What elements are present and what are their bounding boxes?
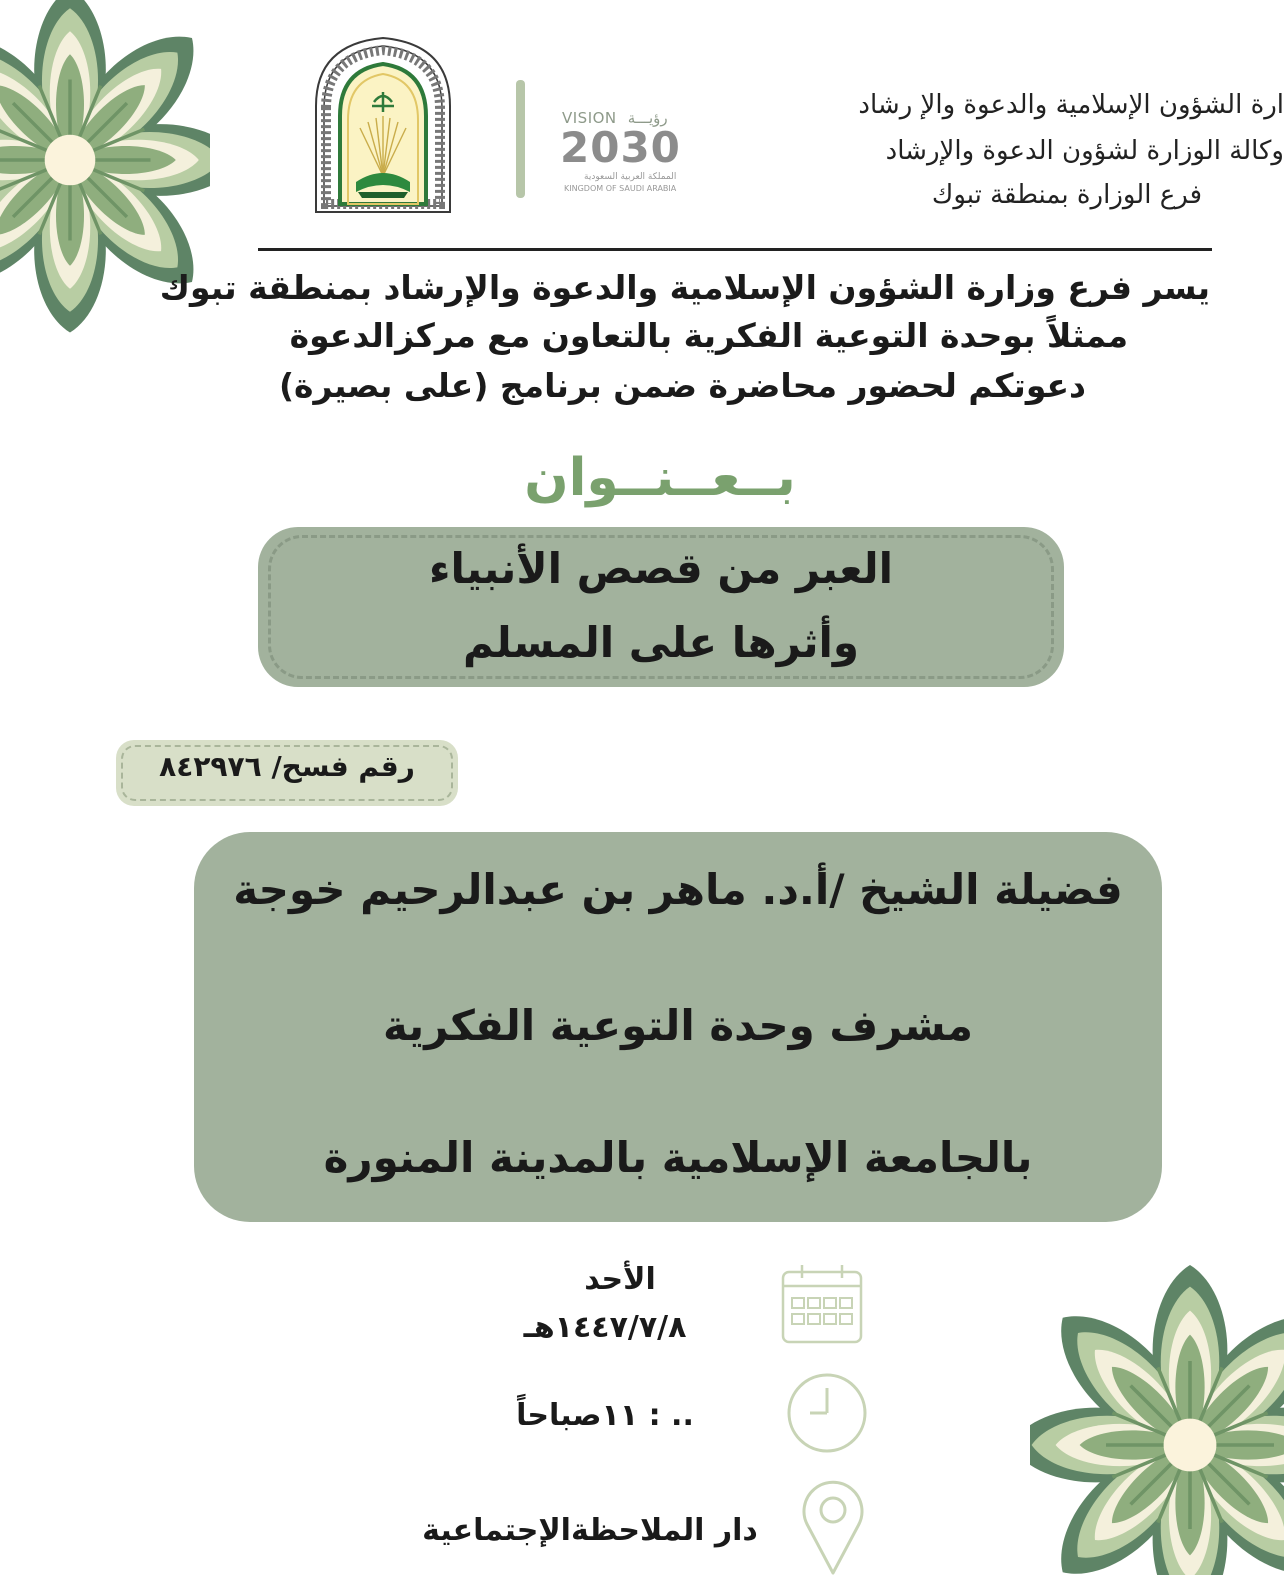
intro-line-2: ممثلاً بوحدة التوعية الفكرية بالتعاون مع مركزالدعوة: [289, 316, 1128, 355]
vision-year: 2030: [560, 123, 681, 172]
permit-number-text: رقم فسح/ ٨٤٢٩٧٦: [159, 750, 415, 783]
calendar-icon: [780, 1262, 864, 1346]
vision-english-word: VISION: [562, 109, 617, 127]
intro-line-3: دعوتكم لحضور محاضرة ضمن برنامج (على بصيرة): [278, 366, 1086, 405]
topic-line-1: العبر من قصص الأنبياء: [429, 544, 893, 593]
intro-line-1: يسر فرع وزارة الشؤون الإسلامية والدعوة والإرشاد بمنطقة تبوك: [159, 268, 1210, 307]
vision-2030-logo: [556, 104, 696, 196]
ornament-center: [45, 135, 96, 186]
event-day: الأحد: [584, 1262, 656, 1297]
header-divider-line: [258, 248, 1212, 251]
speaker-institution: بالجامعة الإسلامية بالمدينة المنورة: [323, 1133, 1033, 1182]
vision-kingdom-english: KINGDOM OF SAUDI ARABIA: [564, 184, 677, 193]
event-time: .. : ١١صباحاً: [516, 1398, 694, 1433]
ornament-center: [1164, 1419, 1217, 1472]
location-pin-icon: [800, 1478, 866, 1575]
logo-divider: [516, 80, 525, 198]
branch-name-line: فرع الوزارة بمنطقة تبوك: [931, 180, 1202, 210]
topic-line-2: وأثرها على المسلم: [462, 618, 859, 667]
section-label-title: بــعــنــوان: [524, 448, 796, 508]
agency-name-line: وكالة الوزارة لشؤون الدعوة والإرشاد: [885, 136, 1284, 166]
lecture-topic-box: [258, 527, 1064, 687]
ministry-name-line: ارة الشؤون الإسلامية والدعوة والإ رشاد: [858, 90, 1284, 120]
speaker-info-box: [194, 832, 1162, 1222]
ornament-bottom-right: [1030, 1245, 1284, 1575]
vision-arabic-word: رؤيـــة: [627, 109, 668, 127]
vision-kingdom-arabic: المملكة العربية السعودية: [584, 172, 677, 182]
event-location: دار الملاحظةالإجتماعية: [422, 1513, 758, 1548]
clock-icon: [784, 1370, 870, 1456]
permit-number-box: [116, 740, 458, 806]
ministry-logo-icon: [312, 36, 454, 214]
event-date: ١٤٤٧/٧/٨هـ: [523, 1310, 687, 1345]
speaker-position: مشرف وحدة التوعية الفكرية: [382, 1001, 974, 1050]
speaker-name: فضيلة الشيخ /أ.د. ماهر بن عبدالرحيم خوجة: [233, 865, 1123, 914]
